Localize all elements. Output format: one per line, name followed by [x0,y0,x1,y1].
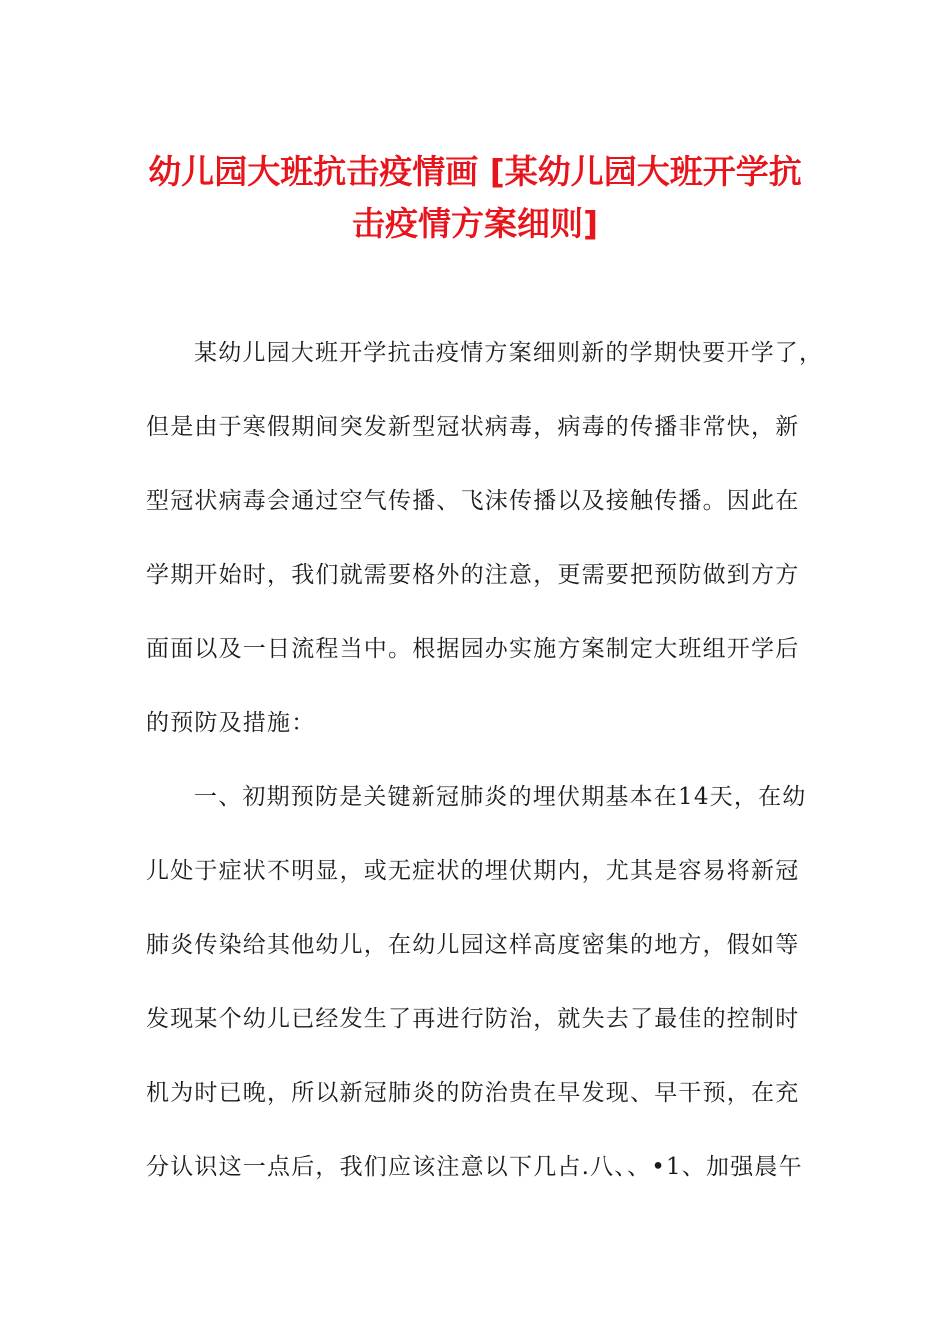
paragraph-line: 一、初期预防是关键新冠肺炎的埋伏期基本在14天，在幼 [194,784,807,810]
title-line-2: 击疫情方案细则] [351,204,599,243]
paragraph-line: 机为时已晚，所以新冠肺炎的防治贵在早发现、早干预，在充 [146,1080,800,1106]
document-body [146,326,824,1214]
paragraph-line: 某幼儿园大班开学抗击疫情方案细则新的学期快要开学了， [194,340,824,366]
paragraph-line: 肺炎传染给其他幼儿，在幼儿园这样高度密集的地方，假如等 [146,932,800,958]
title-line-1: 幼儿园大班抗击疫情画 [某幼儿园大班开学抗 [148,152,802,191]
paragraph-2 [146,770,806,1214]
paragraph-line: 儿处于症状不明显，或无症状的埋伏期内，尤其是容易将新冠 [146,858,800,884]
paragraph-line: 分认识这一点后，我们应该注意以下几占.八、、•1、加强晨午 [146,1154,803,1180]
document-title [120,146,830,250]
paragraph-line: 发现某个幼儿已经发生了再进行防治，就失去了最佳的控制时 [146,1006,800,1032]
paragraph-line: 但是由于寒假期间突发新型冠状病毒，病毒的传播非常快，新 [146,414,800,440]
paragraph-line: 面面以及一日流程当中。根据园办实施方案制定大班组开学后 [146,636,800,662]
paragraph-1 [146,326,824,770]
paragraph-line: 型冠状病毒会通过空气传播、飞沫传播以及接触传播。因此在 [146,488,800,514]
paragraph-line: 的预防及措施： [146,710,316,736]
paragraph-line: 学期开始时，我们就需要格外的注意，更需要把预防做到方方 [146,562,800,588]
